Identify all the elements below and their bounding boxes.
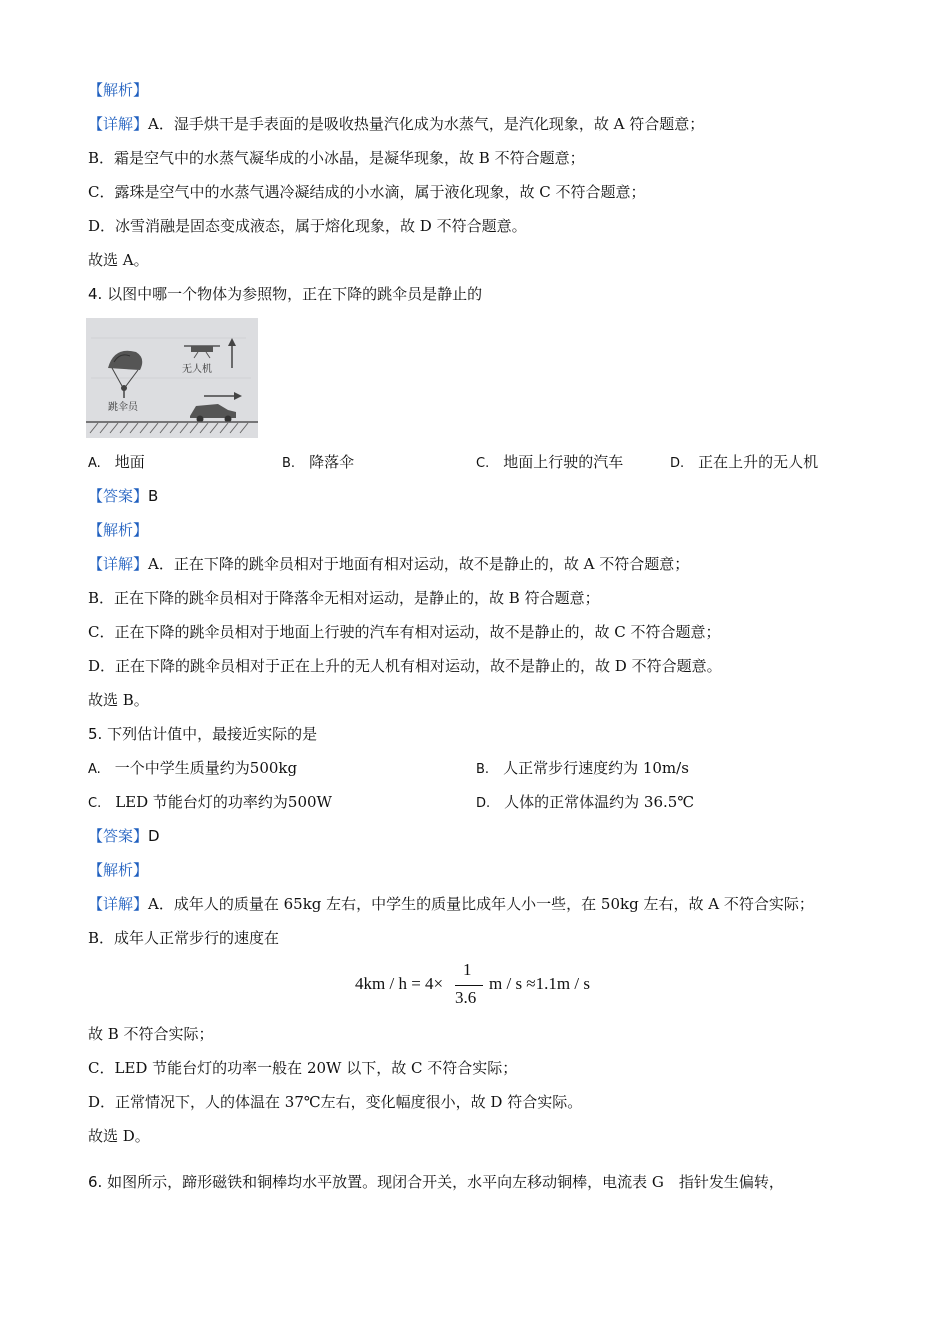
q4-answer <box>88 486 158 506</box>
q4-answer-value: B <box>148 487 159 505</box>
q5-option-c-letter: C. <box>88 796 102 811</box>
q4-option-d-letter: D. <box>670 456 685 471</box>
q4-answer-tag: 【答案】 <box>88 487 149 505</box>
q4-detail-c: C．正在下降的跳伞员相对于地面上行驶的汽车有相对运动，故不是静止的，故 C 不符合题意； <box>88 623 721 641</box>
q5-detail-c: C．LED 节能台灯的功率一般在 20W 以下，故 C 不符合实际； <box>88 1059 518 1077</box>
formula-fraction-bar <box>455 985 483 986</box>
q5-detail-b: B．成年人正常步行的速度在 <box>88 929 280 947</box>
q3-analysis-tag: 【解析】 <box>88 81 149 99</box>
q4-figure-jumper-label: 跳伞员 <box>108 402 138 413</box>
q4-option-c-letter: C. <box>476 456 490 471</box>
q5-option-d-letter: D. <box>476 796 491 811</box>
q4-detail-tag: 【详解】 <box>88 555 149 573</box>
q5-option-d-text: 人体的正常体温约为 36.5℃ <box>504 793 695 811</box>
q4-analysis-tag: 【解析】 <box>88 521 149 539</box>
q4-option-a-letter: A. <box>88 456 101 471</box>
q4-detail-a <box>88 554 689 574</box>
q5-stem <box>88 724 317 744</box>
q4-option-c-text: 地面上行驶的汽车 <box>503 453 624 471</box>
formula-denominator: 3.6 <box>455 988 477 1007</box>
q5-conclusion: 故选 D。 <box>88 1127 150 1145</box>
q5-answer <box>88 826 160 846</box>
q3-conclusion: 故选 A。 <box>88 251 149 269</box>
q4-figure-illustration <box>86 318 258 438</box>
q6-stem-text: 如图所示，蹄形磁铁和铜棒均水平放置。现闭合开关，水平向左移动铜棒，电流表 G 指针发生偏转， <box>107 1173 784 1191</box>
q4-option-b-text: 降落伞 <box>309 453 355 471</box>
q5-formula <box>355 960 615 1016</box>
formula-rhs: m / s ≈1.1m / s <box>489 974 590 993</box>
q4-conclusion: 故选 B。 <box>88 691 149 709</box>
q5-option-c-text: LED 节能台灯的功率约为500W <box>115 793 332 811</box>
q5-option-b-text: 人正常步行速度约为 10m/s <box>503 759 689 777</box>
q4-option-b-letter: B. <box>282 456 296 471</box>
formula-lhs: 4km / h = 4× <box>355 974 444 993</box>
q5-option-a-letter: A. <box>88 762 101 777</box>
q6-stem <box>88 1172 784 1192</box>
q5-detail-a-text: A．成年人的质量在 65kg 左右，中学生的质量比成年人小一些，在 50kg 左右，故 A 不符合实际； <box>148 895 814 913</box>
q5-option-a-text: 一个中学生质量约为500kg <box>114 759 298 777</box>
q4-stem <box>88 284 482 304</box>
q4-option-d-text: 正在上升的无人机 <box>698 453 819 471</box>
q5-number: 5. <box>88 725 103 743</box>
q5-answer-tag: 【答案】 <box>88 827 149 845</box>
q3-detail-c: C．露珠是空气中的水蒸气遇冷凝结成的小水滴，属于液化现象，故 C 不符合题意； <box>88 183 646 201</box>
formula-numerator: 1 <box>463 960 472 979</box>
q4-option-d[interactable] <box>670 452 818 474</box>
q3-detail-b: B．霜是空气中的水蒸气凝华成的小冰晶，是凝华现象，故 B 不符合题意； <box>88 149 585 167</box>
q4-figure <box>86 318 258 438</box>
q4-option-a-text: 地面 <box>114 453 145 471</box>
q5-analysis-tag: 【解析】 <box>88 861 149 879</box>
q5-detail-tag: 【详解】 <box>88 895 149 913</box>
q5-answer-value: D <box>148 827 160 845</box>
q5-detail-d: D．正常情况下，人的体温在 37℃左右，变化幅度很小，故 D 符合实际。 <box>88 1093 583 1111</box>
q5-option-c[interactable] <box>88 792 332 814</box>
q4-number: 4. <box>88 285 103 303</box>
q3-detail-tag: 【详解】 <box>88 115 149 133</box>
q5-option-a[interactable] <box>88 758 297 780</box>
q3-detail-a <box>88 114 704 134</box>
q4-detail-d: D．正在下降的跳伞员相对于正在上升的无人机有相对运动，故不是静止的，故 D 不符合题意。 <box>88 657 722 675</box>
q3-detail-a-text: A．湿手烘干是手表面的是吸收热量汽化成为水蒸气，是汽化现象，故 A 符合题意； <box>148 115 705 133</box>
q4-option-a[interactable] <box>88 452 145 474</box>
q5-option-b[interactable] <box>476 758 689 780</box>
q4-option-b[interactable] <box>282 452 354 474</box>
q5-stem-text: 下列估计值中，最接近实际的是 <box>107 725 318 743</box>
q5-option-b-letter: B. <box>476 762 490 777</box>
q4-option-c[interactable] <box>476 452 623 474</box>
q3-detail-d: D．冰雪消融是固态变成液态，属于熔化现象，故 D 不符合题意。 <box>88 217 527 235</box>
q5-option-d[interactable] <box>476 792 694 814</box>
q4-figure-drone-label: 无人机 <box>182 364 212 375</box>
q4-detail-b: B．正在下降的跳伞员相对于降落伞无相对运动，是静止的，故 B 符合题意； <box>88 589 600 607</box>
q4-stem-text: 以图中哪一个物体为参照物，正在下降的跳伞员是静止的 <box>107 285 483 303</box>
q4-detail-a-text: A．正在下降的跳伞员相对于地面有相对运动，故不是静止的，故 A 不符合题意； <box>148 555 690 573</box>
q5-detail-a <box>88 894 814 914</box>
q6-number: 6. <box>88 1173 103 1191</box>
q5-detail-b2: 故 B 不符合实际； <box>88 1025 214 1043</box>
